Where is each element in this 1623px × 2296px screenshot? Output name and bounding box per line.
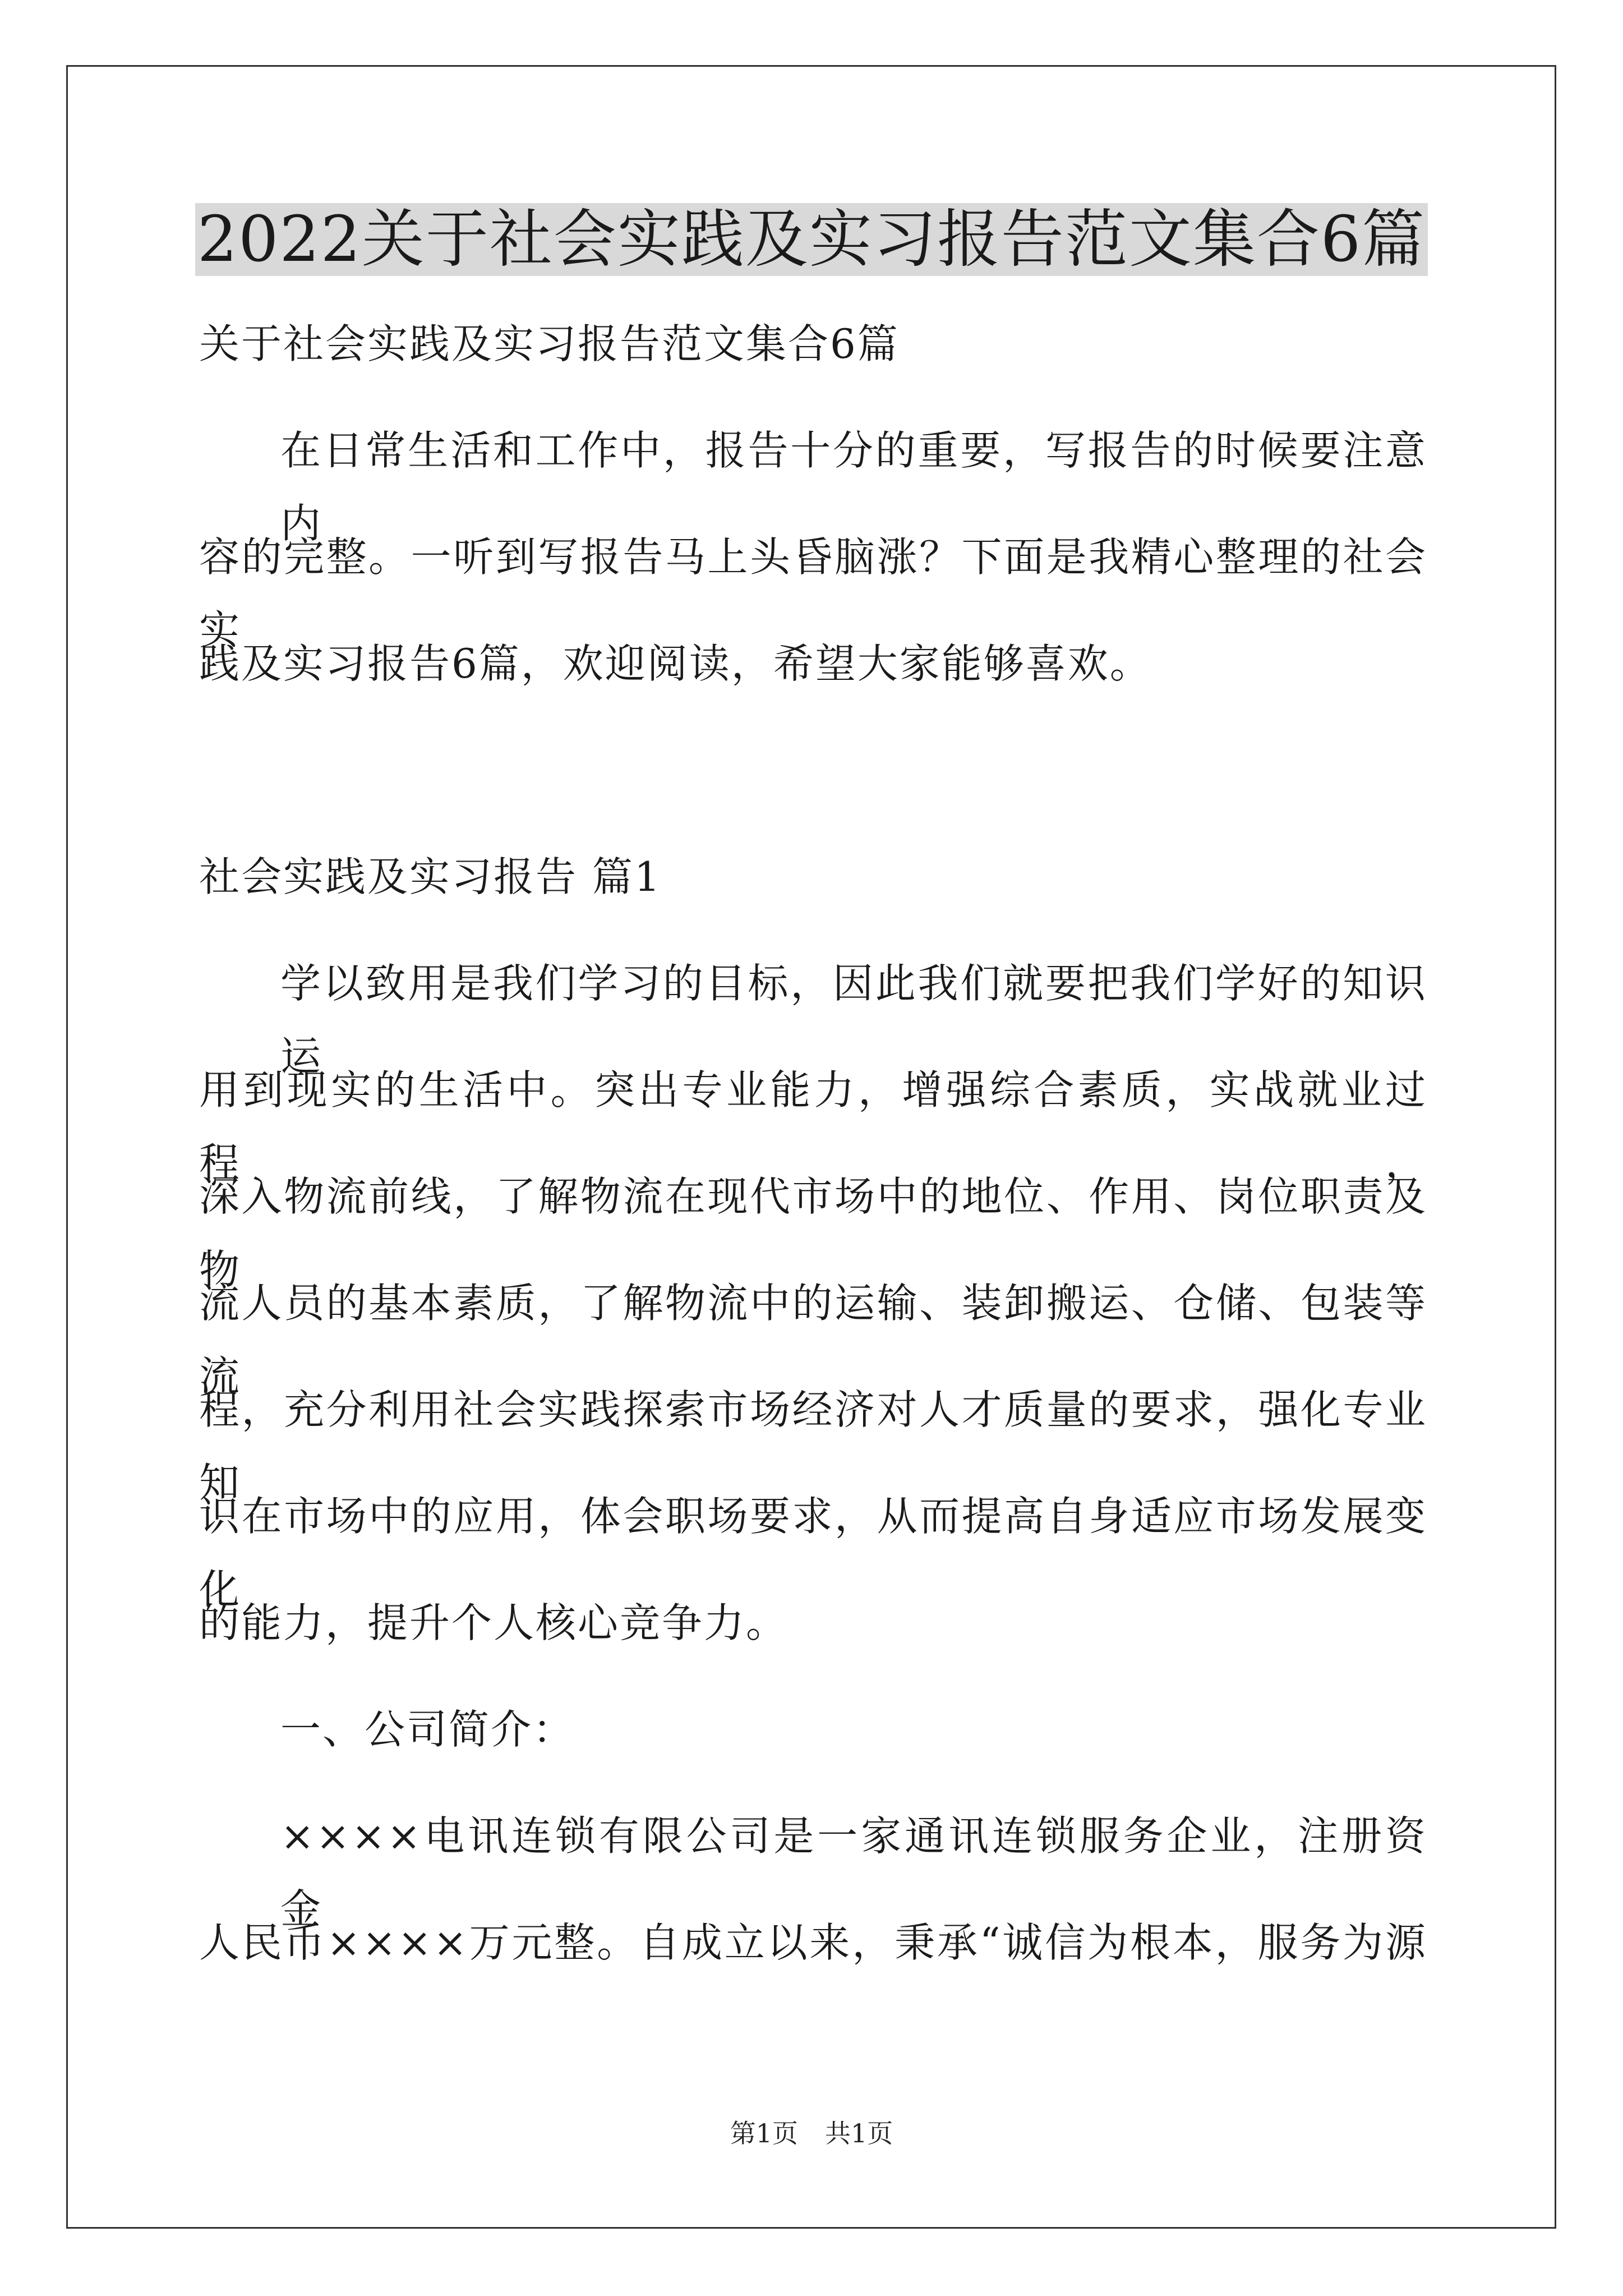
intro-line: 在日常生活和工作中，报告十分的重要，写报告的时候要注意内 — [280, 427, 1427, 547]
page-footer — [0, 2116, 1623, 2150]
subheading: 一、公司简介： — [280, 1706, 575, 1753]
page-number-total: 共1页 — [825, 2118, 893, 2148]
paragraph-line: ××××电讯连锁有限公司是一家通讯连锁服务企业，注册资金 — [280, 1812, 1427, 1932]
document-subtitle: 关于社会实践及实习报告范文集合6篇 — [199, 320, 900, 367]
paragraph-line: 人民币××××万元整。自成立以来，秉承“诚信为根本，服务为源 — [199, 1919, 1427, 1966]
blank-line — [199, 734, 1427, 840]
intro-line: 容的完整。一听到写报告马上头昏脑涨？下面是我精心整理的社会实 — [199, 533, 1427, 654]
paragraph-line: 流人员的基本素质，了解物流中的运输、装卸搬运、仓储、包装等流 — [199, 1280, 1427, 1400]
paragraph-line: 识在市场中的应用，体会职场要求，从而提高自身适应市场发展变化 — [199, 1493, 1427, 1613]
paragraph-line: 用到现实的生活中。突出专业能力，增强综合素质，实战就业过程， — [199, 1066, 1427, 1186]
intro-line: 践及实习报告6篇，欢迎阅读，希望大家能够喜欢。 — [199, 640, 1152, 687]
section-heading: 社会实践及实习报告 篇1 — [199, 853, 662, 900]
document-title — [0, 197, 1623, 282]
page-number-current: 第1页 — [730, 2118, 798, 2148]
document-body — [199, 307, 1427, 2013]
paragraph-line: 深入物流前线，了解物流在现代市场中的地位、作用、岗位职责及物 — [199, 1173, 1427, 1293]
paragraph-line: 的能力，提升个人核心竞争力。 — [199, 1599, 789, 1646]
paragraph-line: 学以致用是我们学习的目标，因此我们就要把我们学好的知识运 — [280, 960, 1427, 1080]
document-title-text: 2022关于社会实践及实习报告范文集合6篇 — [195, 203, 1428, 276]
paragraph-line: 程，充分利用社会实践探索市场经济对人才质量的要求，强化专业知 — [199, 1386, 1427, 1506]
